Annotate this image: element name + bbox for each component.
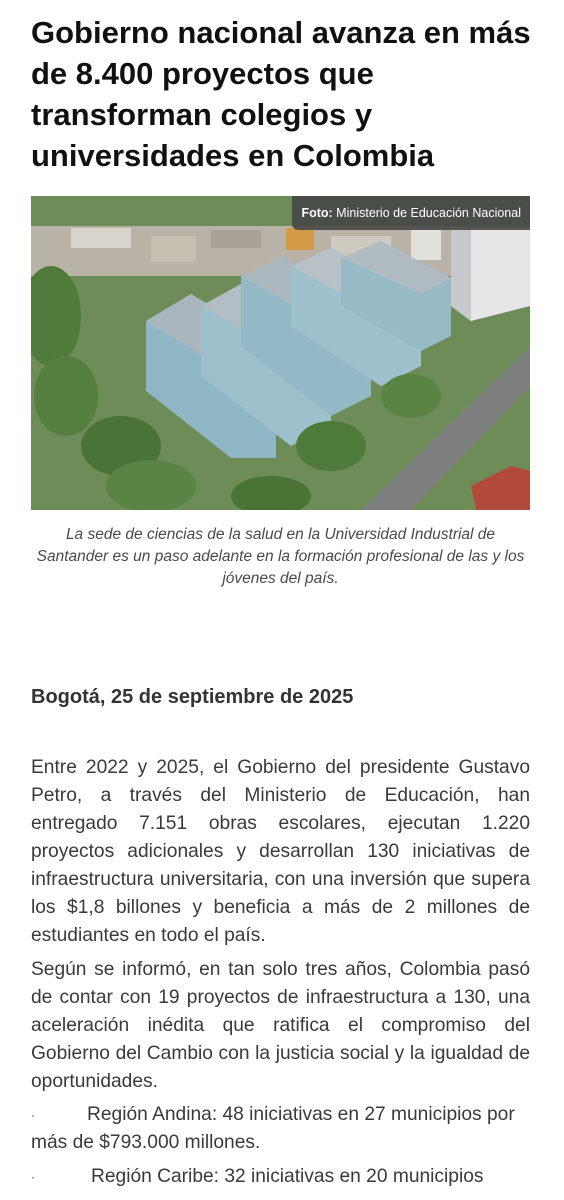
list-item-text: Región Andina: 48 iniciativas en 27 municipios por más de $793.000 millones. <box>31 1104 515 1154</box>
list-item <box>31 1163 530 1191</box>
article-photo[interactable] <box>31 196 530 510</box>
list-item <box>31 1101 530 1157</box>
list-item-text: Región Caribe: 32 iniciativas en 20 municipios <box>91 1166 484 1188</box>
article-paragraph: Según se informó, en tan solo tres años, Colombia pasó de contar con 19 proyectos de infraestructura a 130, una aceleración inédita que ratifica el compromiso del Gobierno del Cambio con la justicia social y la igualdad de oportunidades. <box>31 959 530 1092</box>
photo-caption: La sede de ciencias de la salud en la Universidad Industrial de Santander es un paso adelante en la formación profesional de las y los jóvenes del país. <box>36 526 525 587</box>
photo-credit-source: Ministerio de Educación Nacional <box>336 206 521 220</box>
bullet-marker: · <box>31 1170 35 1184</box>
article-dateline: Bogotá, 25 de septiembre de 2025 <box>31 686 354 708</box>
article-title: Gobierno nacional avanza en más de 8.400 proyectos que transforman colegios y universidades en Colombia <box>31 15 531 173</box>
photo-credit <box>292 196 530 230</box>
aerial-building-image <box>31 196 530 510</box>
article-paragraph: Entre 2022 y 2025, el Gobierno del presidente Gustavo Petro, a través del Ministerio de Educación, han entregado 7.151 obras escolares, ejecutan 1.220 proyectos adicionales y desarrollan 130 iniciativas de infraestructura universitaria, con una inversión que supera los $1,8 billones y beneficia a más de 2 millones de estudiantes en todo el país. <box>31 757 530 946</box>
photo-credit-label: Foto: <box>301 206 333 220</box>
bullet-marker: · <box>31 1108 35 1122</box>
